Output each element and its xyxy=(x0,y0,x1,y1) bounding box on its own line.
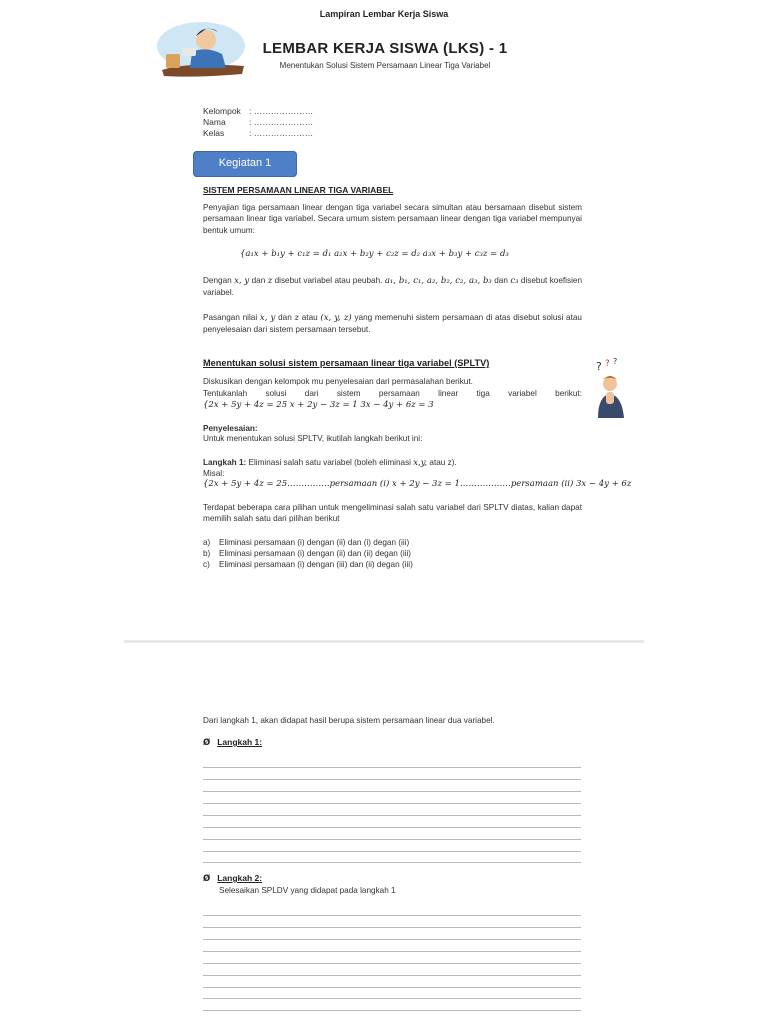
svg-text:?: ? xyxy=(613,357,618,366)
answer-line[interactable] xyxy=(203,963,581,964)
header-top-label: Lampiran Lembar Kerja Siswa xyxy=(319,9,449,19)
answer-line[interactable] xyxy=(203,927,581,928)
answer-line[interactable] xyxy=(203,862,581,863)
name-label: Nama xyxy=(203,117,226,127)
svg-text:?: ? xyxy=(605,359,610,369)
answer-line[interactable] xyxy=(203,767,581,768)
page2-step1-heading: Ø Langkah 1: xyxy=(203,737,263,748)
solution-intro: Untuk menentukan solusi SPLTV, ikutilah langkah berikut ini: xyxy=(203,434,423,443)
solution-label: Penyelesaian: xyxy=(203,424,258,433)
answer-line[interactable] xyxy=(203,779,581,780)
svg-text:?: ? xyxy=(596,360,602,373)
class-field xyxy=(203,128,313,138)
section2-heading: Menentukan solusi sistem persamaan linear tiga variabel (SPLTV) xyxy=(203,358,490,368)
answer-line[interactable] xyxy=(203,987,581,988)
section1-para1: Penyajian tiga persamaan linear dengan tiga variabel secara simultan atau bersamaan disebut sistem persamaan linear tiga variabel. Secara umum sistem persamaan linear dengan tiga variabel mempunyai bentuk umum: xyxy=(203,203,582,235)
answer-line[interactable] xyxy=(203,915,581,916)
group-value[interactable]: : ………………… xyxy=(249,106,314,116)
page2-step2-text: Selesaikan SPLDV yang didapat pada langkah 1 xyxy=(219,886,396,895)
options-intro: Terdapat beberapa cara pilihan untuk mengeliminasi salah satu variabel dari SPLTV diatas, kalian dapat memilih salah satu dari pilihan berikut xyxy=(203,503,582,524)
section1-para3: Pasangan nilai x, y dan z atau (x, y, z) yang memenuhi sistem persamaan di atas disebut solusi atau penyelesaian dari sistem persamaan tersebut. xyxy=(203,313,582,335)
page2-step2-heading: Ø Langkah 2: xyxy=(203,873,263,884)
answer-line[interactable] xyxy=(203,839,581,840)
answer-line[interactable] xyxy=(203,951,581,952)
page-divider xyxy=(124,640,644,643)
answer-line[interactable] xyxy=(203,851,581,852)
answer-line[interactable] xyxy=(203,791,581,792)
answer-line[interactable] xyxy=(203,1010,581,1011)
option-c[interactable]: c) Eliminasi persamaan (i) dengan (iii) dan (ii) degan (iii) xyxy=(203,560,413,569)
discuss-text: Diskusikan dengan kelompok mu penyelesaian dari permasalahan berikut. xyxy=(203,377,473,386)
page2-intro: Dari langkah 1, akan didapat hasil berupa sistem persamaan linear dua variabel. xyxy=(203,716,495,725)
name-field xyxy=(203,117,313,127)
task-system-equation: {2x + 5y + 4z = 25 x + 2y − 3z = 1 3x − 4y + 6z = 3 xyxy=(203,400,434,410)
answer-line[interactable] xyxy=(203,975,581,976)
name-value[interactable]: : ………………… xyxy=(249,117,314,127)
task-text: Tentukanlah solusi dari sistem persamaan linear tiga variabel berikut: xyxy=(203,389,582,398)
class-value[interactable]: : ………………… xyxy=(249,128,314,138)
example-equation: {2x + 5y + 4z = 25……………persamaan (i) x + 2y − 3z = 1………………persamaan (ii) 3x − 4y + 6z xyxy=(203,479,632,489)
section1-para2: Dengan x, y dan z disebut variabel atau peubah. a₁, b₁, c₁, a₂, b₂, c₂, a₃, b₃ dan c₃ disebut koefisien variabel. xyxy=(203,276,583,298)
student-illustration xyxy=(156,18,246,80)
page-subtitle: Menentukan Solusi Sistem Persamaan Linear Tiga Variabel xyxy=(279,61,491,70)
page-title: LEMBAR KERJA SISWA (LKS) - 1 xyxy=(262,40,508,57)
option-a[interactable]: a) Eliminasi persamaan (i) dengan (ii) dan (i) degan (iii) xyxy=(203,538,410,547)
option-b[interactable]: b) Eliminasi persamaan (i) dengan (ii) dan (ii) degan (iii) xyxy=(203,549,412,558)
answer-line[interactable] xyxy=(203,827,581,828)
group-label: Kelompok xyxy=(203,106,241,116)
answer-line[interactable] xyxy=(203,939,581,940)
answer-line[interactable] xyxy=(203,815,581,816)
activity-button[interactable]: Kegiatan 1 xyxy=(193,151,297,177)
step1-instruction: Langkah 1: Eliminasi salah satu variabel (boleh eliminasi x,y, atau z). xyxy=(203,458,457,468)
answer-line[interactable] xyxy=(203,803,581,804)
thinking-person-illustration xyxy=(592,356,632,422)
example-label: Misal: xyxy=(203,469,225,478)
class-label: Kelas xyxy=(203,128,225,138)
section1-heading: SISTEM PERSAMAAN LINEAR TIGA VARIABEL xyxy=(203,185,394,195)
general-form-equation: {a₁x + b₁y + c₁z = d₁ a₂x + b₂y + c₂z = d₂ a₃x + b₃y + c₃z = d₃ xyxy=(240,249,509,259)
answer-line[interactable] xyxy=(203,998,581,999)
group-field xyxy=(203,106,313,116)
